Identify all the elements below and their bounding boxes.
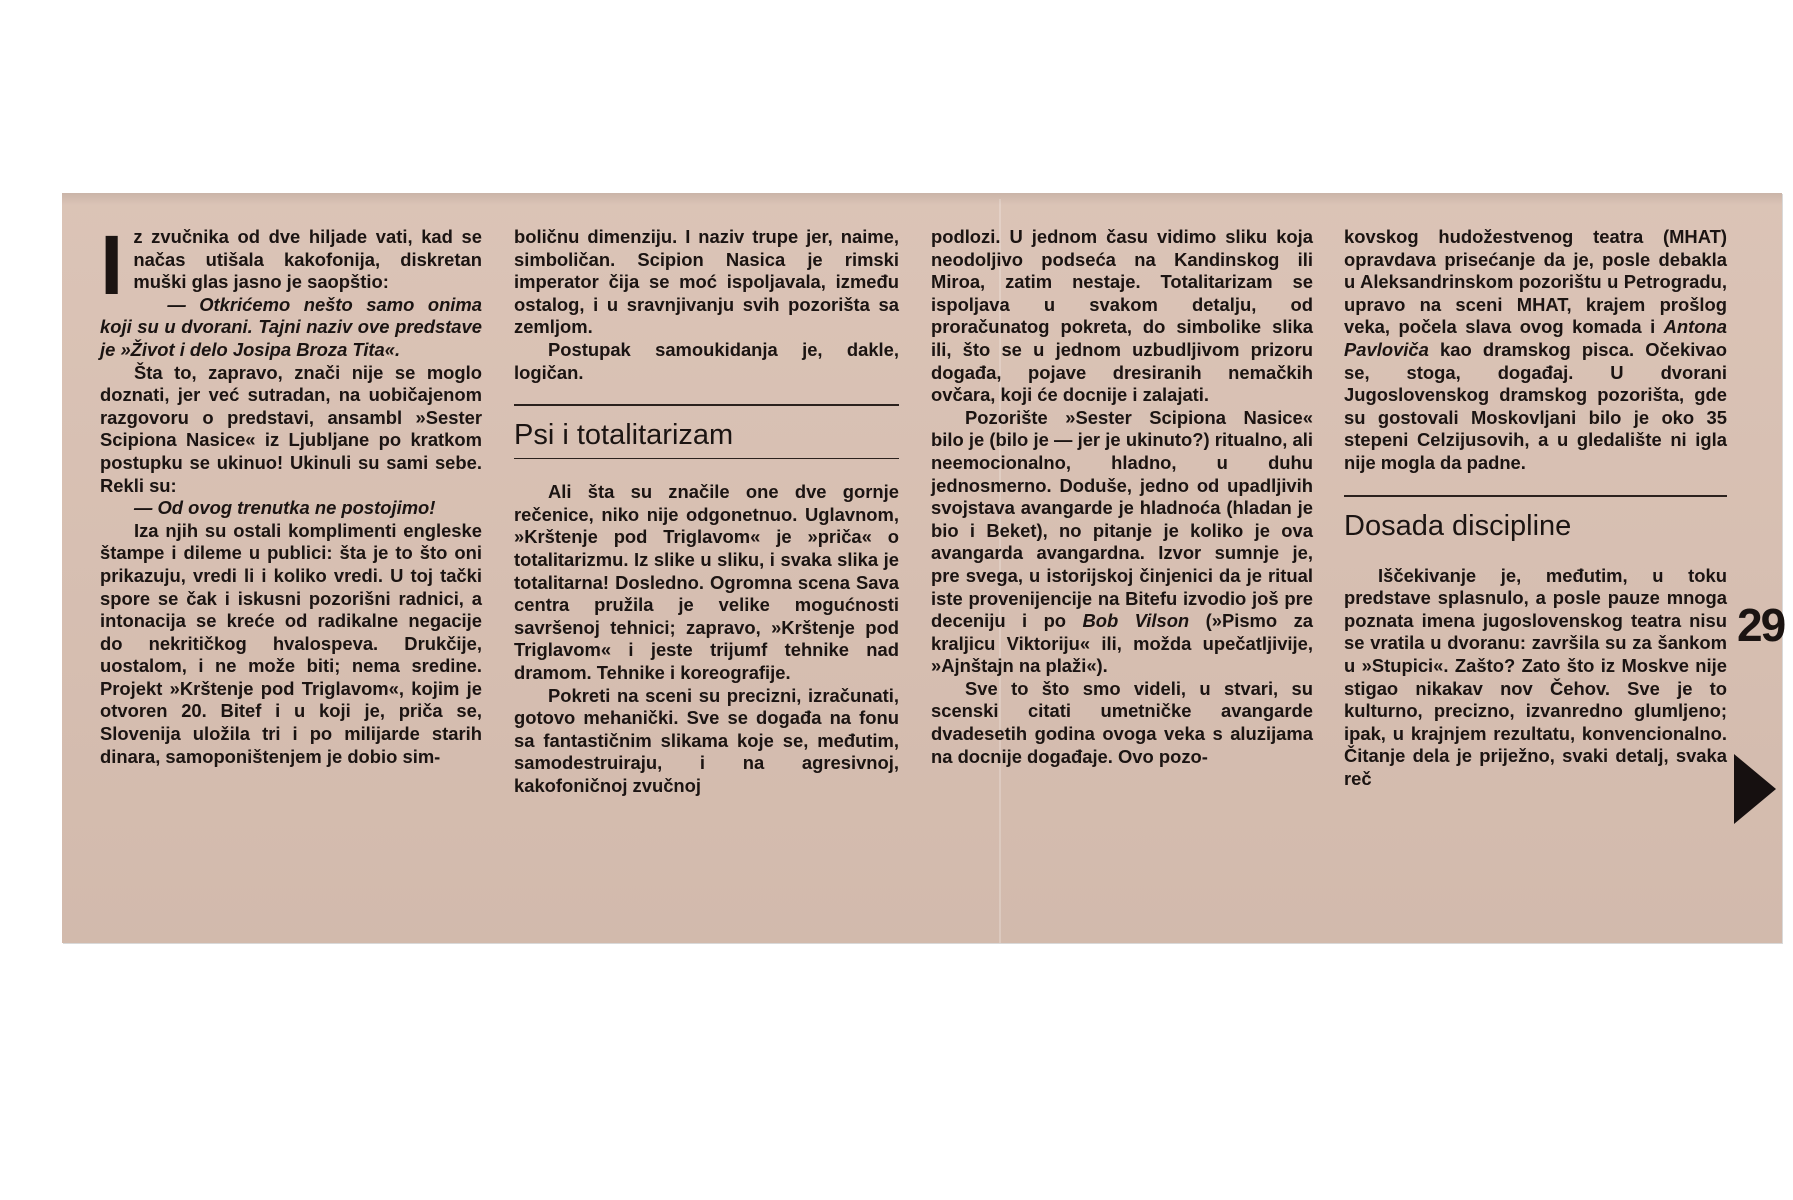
col3-paragraph-1: podlozi. U jednom času vidimo sliku koja neodoljivo podseća na Kandinskog ili Miroa, zatim nestaje. Totalitarizam se ispoljava u svakom detalju, od proračunatog pokreta, do simbolike slika ili, što se u jednom uzbudljivom prizoru događa, pojave dresiranih nemačkih ovčara, koji će docnije i zalajati. [931,226,1313,406]
page-number: 29 [1737,599,1785,651]
col3-paragraph-2-text: Pozorište »Sester Scipiona Nasice« bilo je (bilo je — jer je ukinuto?) ritualno, ali neemocionalno, hladno, u duhu jednosmerno. Doduše, jedno od upadljivih svojstava avangarde je hladnoća (hladan je bio i Beket), no pitanje je koliko je ova avangarda avangardna. Izvor sumnje je, pre svega, u istorijskoj činjenici da je ritual iste provenijencije na Bitefu izvodio još pre deceniju i po [931,406,1313,632]
col4-paragraph-1-end: kao dramskog pisca. Očekivao se, stoga, događaj. U dvorani Jugoslovenskog dramskog pozorišta, gde su gostovali Moskovljani bilo je oko 35 stepeni Celzijusovih, a u gledalište ni igla nije mogla da padne. [1344,338,1727,473]
col1-quote-2: — Od ovog trenutka ne postojimo! [134,497,436,519]
anton-pavlovic-name: Antona Pavloviča [1344,316,1727,360]
col1-paragraph-1: z zvučnika od dve hiljade vati, kad se načas utišala kakofonija, diskretan muški glas jasno je saopštio: [133,226,482,293]
col4-paragraph-1 [1344,226,1727,475]
subheading-rule-top [514,404,899,406]
col3-paragraph-3: Sve to što smo videli, u stvari, su scenski citati umetničke avangarde dvadesetih godina ovoga veka s aluzijama na docnije događaje. Ovo pozo- [931,677,1313,767]
subheading-block-2 [1344,495,1727,543]
col3-paragraph-2 [931,407,1313,678]
col2-paragraph-3: Ali šta su značile one dve gornje rečenice, niko nije odgonetnuo. Uglavnom, »Krštenje pod Triglavom« je »priča« o totalitarizmu. Iz slike u sliku, i svaka slika je totalitarna! Dosledno. Ogromna scena Sava centra pružila je velike mogućnosti savršenoj tehnici; zapravo, »Krštenje pod Triglavom« i jeste trijumf tehnike nad dramom. Tehnike i koreografije. [514,481,899,683]
column-4 [1344,226,1727,790]
subheading-rule-top-2 [1344,495,1727,497]
column-3 [931,226,1313,768]
drop-cap: I [100,218,124,312]
col1-paragraph-2: Šta to, zapravo, znači nije se moglo doznati, jer već sutradan, na uobičajenom razgovoru o predstavi, ansambl »Sester Scipiona Nasice« iz Ljubljane po kratkom postupku se ukinuo! Ukinuli su sami sebe. Rekli su: [100,361,482,496]
col4-paragraph-1-text: kovskog hudožestvenog teatra (MHAT) opravdava prisećanje da je, posle debakla u Aleksandrinskom pozorištu u Petrogradu, upravo na sceni MHAT, krajem prošlog veka, počela slava ovog komada i [1344,226,1727,338]
subheading-rule-bottom [514,458,899,459]
column-2 [514,226,899,797]
col3-paragraph-2-end: (»Pismo za kraljicu Viktoriju« ili, možda upečatljivije, »Ajnštajn na plaži«). [931,610,1314,677]
column-1 [100,218,482,768]
bob-vilson-name: Bob Vilson [1082,610,1190,632]
col1-quote-1: — Otkrićemo nešto samo onima koji su u dvorani. Tajni naziv ove predstave je »Život i delo Josipa Broza Tita«. [100,293,482,360]
newspaper-clipping [62,193,1785,943]
col2-paragraph-2: Postupak samoukidanja je, dakle, logičan. [514,338,899,383]
col4-paragraph-2: Iščekivanje je, međutim, u toku predstave splasnulo, a posle pauze mnoga poznata imena jugoslovenskog teatra nisu se vratila u dvoranu: završila su za šankom u »Stupici«. Zašto? Zato što iz Moskve nije stigao nikakav nov Čehov. Sve je to kulturno, precizno, izvanredno glumljeno; ipak, u krajnjem rezultatu, konvencionalno. Čitanje dela je priježno, svaki detalj, svaka reč [1344,564,1727,789]
col2-paragraph-1: boličnu dimenziju. I naziv trupe jer, naime, simboličan. Scipion Nasica je rimski imperator čija se moć ispoljavala, između ostalog, i u sravnjivanju svih pozorišta sa zemljom. [514,226,899,338]
col1-paragraph-3: Iza njih su ostali komplimenti engleske štampe i dileme u publici: šta je to što oni prikazuju, vredi li i koliko vredi. U toj tački spore se čak i iskusni pozorišni radnici, a intonacija se kreće od radikalne negacije do nekritičkog hvalospeva. Drukčije, uostalom, i ne može biti; nema sredine. Projekt »Krštenje pod Triglavom«, kojim je otvoren 20. Bitef i u koji je, priča se, Slovenija uložila tri i po milijarde starih dinara, samoponištenjem je dobio sim- [100,519,482,767]
subheading-psi-i-totalitarizam: Psi i totalitarizam [514,419,734,452]
subheading-dosada-discipline: Dosada discipline [1344,509,1572,542]
subheading-block-1 [514,404,899,459]
right-triangle-icon [1734,754,1776,824]
col2-paragraph-4: Pokreti na sceni su precizni, izračunati, gotovo mehanički. Sve se događa na fonu sa fantastičnim slikama koje se, međutim, samodestruiraju, i na agresivnoj, kakofoničnoj zvučnoj [514,684,899,796]
